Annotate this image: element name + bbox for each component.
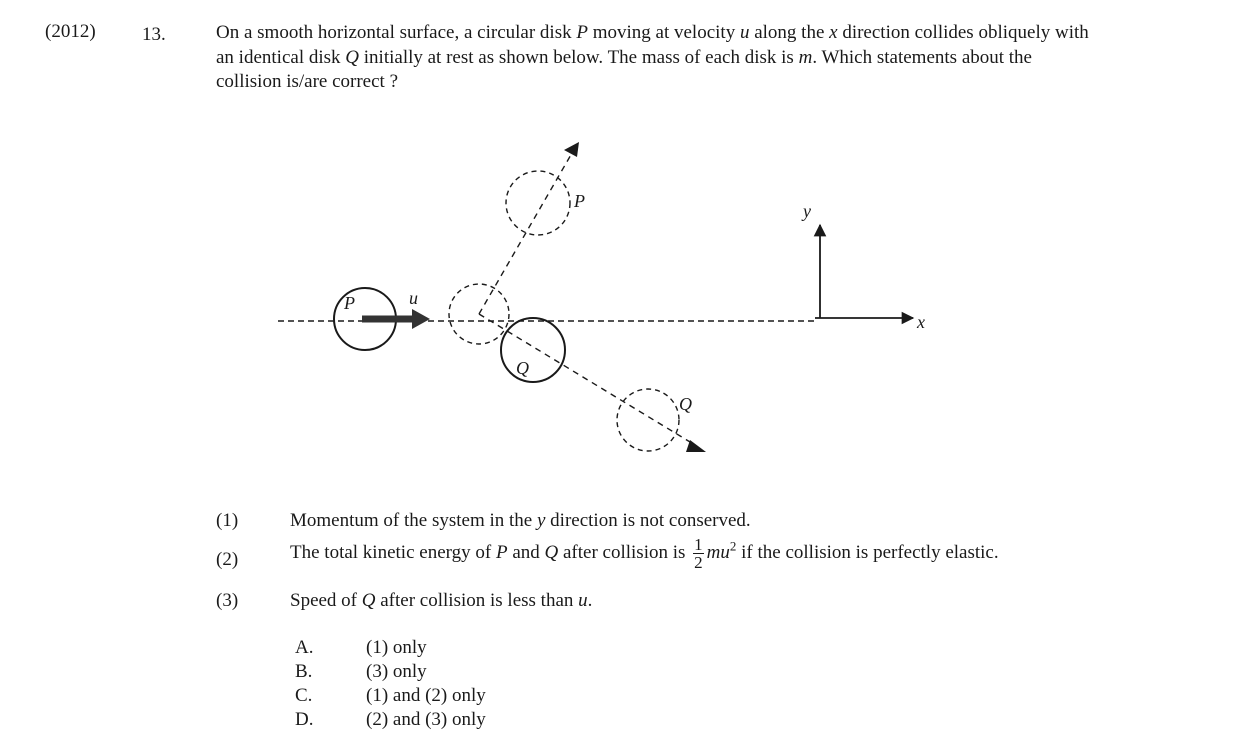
disk-p-after-dashed <box>506 171 570 235</box>
p-path-arrowhead <box>564 142 579 157</box>
question-number: 13. <box>142 24 166 45</box>
label-axis-x: x <box>917 312 925 332</box>
label-axis-y: y <box>803 201 811 221</box>
statement-3-text: Speed of Q after collision is less than u. <box>290 590 593 611</box>
label-p-before: P <box>344 293 355 313</box>
disk-q-before <box>501 318 565 382</box>
fraction-one-half: $\frac{1}{2}$ <box>694 535 703 572</box>
option-d-text[interactable]: (2) and (3) only <box>366 709 486 730</box>
disk-q-after-dashed <box>617 389 679 451</box>
option-c-text[interactable]: (1) and (2) only <box>366 685 486 706</box>
option-a-letter[interactable]: A. <box>295 637 314 658</box>
statement-1-number: (1) <box>216 510 239 531</box>
p-path-dashed <box>479 153 572 314</box>
statement-2-number: (2) <box>216 549 239 570</box>
label-q-after: Q <box>679 394 692 414</box>
label-p-after: P <box>574 191 585 211</box>
statement-2-text: The total kinetic energy of P and Q after collision is $\frac{1}{2}$ $mu^2$ if the collision is perfectly elastic. <box>290 535 999 572</box>
option-d-letter[interactable]: D. <box>295 709 314 730</box>
question-stem: On a smooth horizontal surface, a circular disk P moving at velocity u along the x direction collides obliquely with an identical disk Q initially at rest as shown below. The mass of each disk is m. Which statements about the collision is/are correct ? <box>216 22 1089 92</box>
option-b-text[interactable]: (3) only <box>366 661 427 682</box>
velocity-arrow-head <box>412 309 430 329</box>
option-a-text[interactable]: (1) only <box>366 637 427 658</box>
q-path-dashed <box>479 314 695 445</box>
option-b-letter[interactable]: B. <box>295 661 313 682</box>
exam-year: (2012) <box>45 21 96 42</box>
label-u: u <box>409 288 418 308</box>
statement-1-text: Momentum of the system in the y direction is not conserved. <box>290 510 751 531</box>
option-c-letter[interactable]: C. <box>295 685 313 706</box>
label-q-before: Q <box>516 358 529 378</box>
statement-3-number: (3) <box>216 590 239 611</box>
